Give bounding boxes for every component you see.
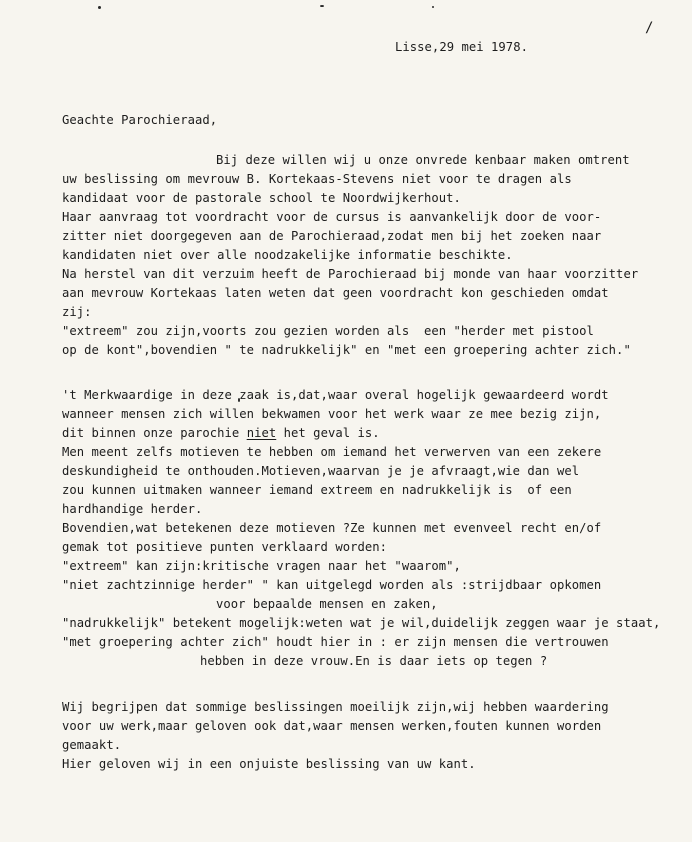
body-line: zou kunnen uitmaken wanneer iemand extreem en nadrukkelijk is of een (62, 483, 572, 497)
ink-speck (320, 5, 324, 7)
body-line: zitter niet doorgegeven aan de Parochieraad,zodat men bij het zoeken naar (62, 229, 602, 243)
body-line: gemak tot positieve punten verklaard worden: (62, 540, 388, 554)
body-line: "met groepering achter zich" houdt hier in : er zijn mensen die vertrouwen (62, 635, 609, 649)
body-line: 't Merkwaardige in deze zaak is,dat,waar overal hogelijk gewaardeerd wordt (62, 388, 609, 402)
body-line: uw beslissing om mevrouw B. Kortekaas-Stevens niet voor te dragen als (62, 172, 572, 186)
body-line: op de kont",bovendien " te nadrukkelijk" en "met een groepering achter zich." (62, 343, 631, 357)
body-line: Bij deze willen wij u onze onvrede kenbaar maken omtrent (216, 153, 630, 167)
body-text: dit binnen onze parochie (62, 426, 247, 440)
body-line: hardhandige herder. (62, 502, 203, 516)
body-line: voor uw werk,maar geloven ook dat,waar mensen werken,fouten kunnen worden (62, 719, 602, 733)
ink-speck (98, 6, 101, 9)
body-line: voor bepaalde mensen en zaken, (216, 597, 438, 611)
body-line: zij: (62, 305, 92, 319)
body-line: wanneer mensen zich willen bekwamen voor het werk waar ze mee bezig zijn, (62, 407, 602, 421)
body-line: Hier geloven wij in een onjuiste beslissing van uw kant. (62, 757, 476, 771)
body-line (62, 426, 380, 441)
body-line: Bovendien,wat betekenen deze motieven ?Ze kunnen met evenveel recht en/of (62, 521, 602, 535)
body-line: hebben in deze vrouw.En is daar iets op tegen ? (200, 654, 548, 668)
body-line: aan mevrouw Kortekaas laten weten dat geen voordracht kon geschieden omdat (62, 286, 609, 300)
ink-speck (432, 6, 434, 8)
emphasis-underlined: niet (246, 426, 277, 440)
body-line: gemaakt. (62, 738, 122, 752)
body-line: "extreem" kan zijn:kritische vragen naar het "waarom", (62, 559, 461, 573)
body-line: Men meent zelfs motieven te hebben om iemand het verwerven van een zekere (62, 445, 602, 459)
body-line: "extreem" zou zijn,voorts zou gezien worden als een "herder met pistool (62, 324, 594, 338)
body-line: Na herstel van dit verzuim heeft de Parochieraad bij monde van haar voorzitter (62, 267, 639, 281)
body-line: Wij begrijpen dat sommige beslissingen moeilijk zijn,wij hebben waardering (62, 700, 609, 714)
body-line: kandidaat voor de pastorale school te Noordwijkerhout. (62, 191, 461, 205)
body-line: kandidaten niet over alle noodzakelijke informatie beschikte. (62, 248, 513, 262)
salutation: Geachte Parochieraad, (62, 113, 218, 127)
page-number: / (645, 20, 654, 36)
body-line: "niet zachtzinnige herder" " kan uitgelegd worden als :strijdbaar opkomen (62, 578, 602, 592)
body-text: het geval is. (276, 426, 380, 440)
body-line: Haar aanvraag tot voordracht voor de cursus is aanvankelijk door de voor- (62, 210, 602, 224)
body-line: "nadrukkelijk" betekent mogelijk:weten wat je wil,duidelijk zeggen waar je staat, (62, 616, 661, 630)
date-line: Lisse,29 mei 1978. (395, 40, 528, 54)
body-line: deskundigheid te onthouden.Motieven,waarvan je je afvraagt,wie dan wel (62, 464, 580, 478)
